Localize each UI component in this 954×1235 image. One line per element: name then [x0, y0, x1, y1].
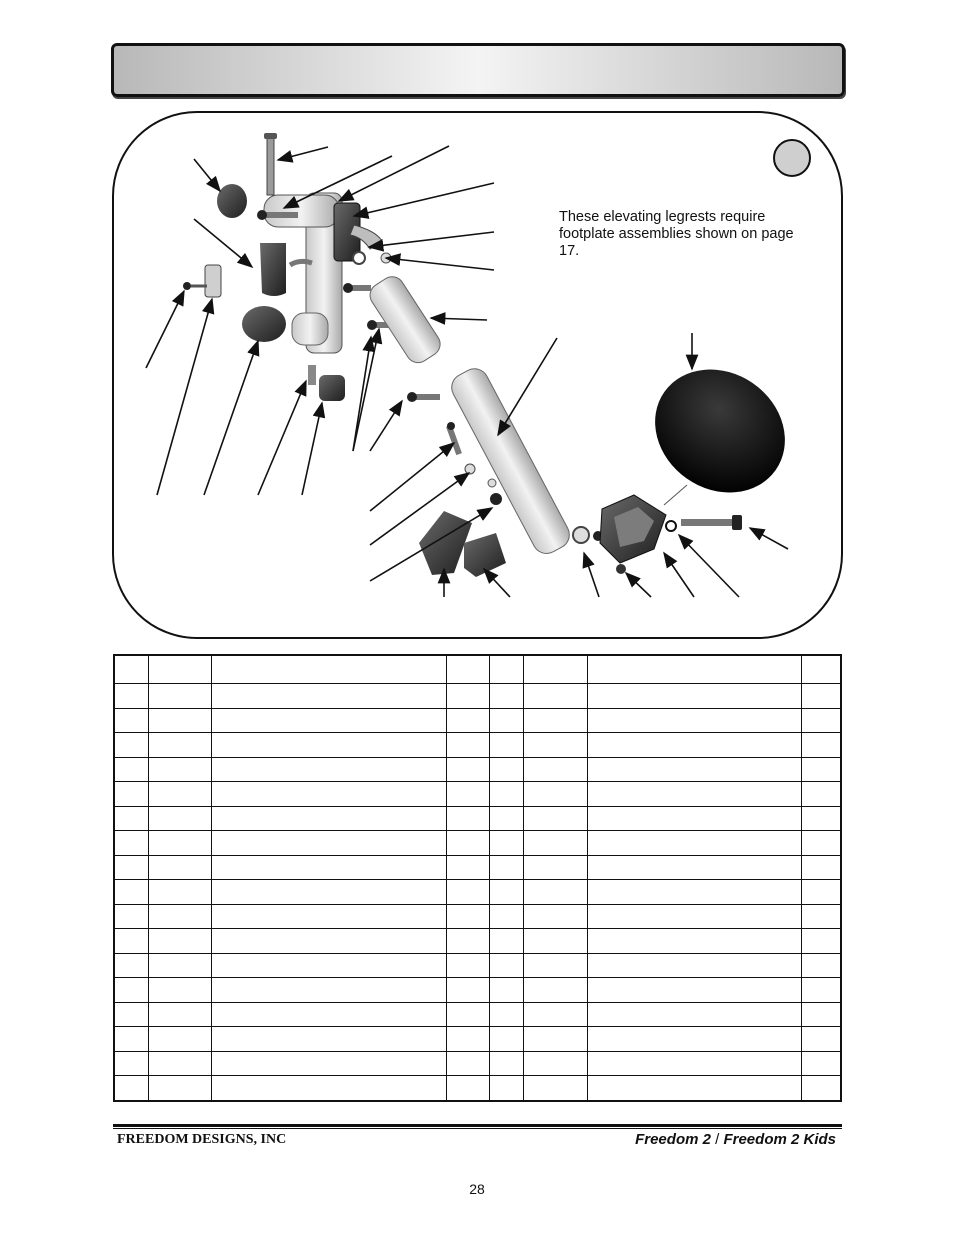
table-cell [114, 978, 148, 1003]
table-cell [446, 708, 489, 733]
table-cell [148, 855, 211, 880]
table-cell [114, 708, 148, 733]
table-cell [801, 904, 841, 929]
table-cell [523, 655, 587, 684]
table-cell [211, 733, 446, 758]
product-name-b: Freedom 2 Kids [723, 1131, 836, 1148]
table-cell [148, 655, 211, 684]
table-cell [801, 1051, 841, 1076]
diagram-badge-circle [774, 140, 810, 176]
table-cell [148, 1076, 211, 1101]
table-row [114, 831, 841, 856]
table-cell [587, 708, 801, 733]
table-cell [523, 1002, 587, 1027]
table-cell [114, 684, 148, 709]
table-cell [148, 1027, 211, 1052]
table-cell [446, 733, 489, 758]
table-cell [523, 708, 587, 733]
parts-list-table [113, 654, 842, 1102]
legrest-note: These elevating legrests require footplate assemblies shown on page 17. [559, 209, 794, 259]
table-cell [114, 1027, 148, 1052]
table-cell [587, 1076, 801, 1101]
table-cell [211, 880, 446, 905]
table-cell [211, 904, 446, 929]
table-cell [523, 684, 587, 709]
table-cell [211, 806, 446, 831]
table-cell [801, 708, 841, 733]
table-cell [587, 782, 801, 807]
table-cell [801, 929, 841, 954]
table-cell [489, 831, 523, 856]
table-cell [489, 655, 523, 684]
table-cell [446, 757, 489, 782]
table-cell [114, 855, 148, 880]
table-cell [446, 806, 489, 831]
table-cell [489, 978, 523, 1003]
section-header-bar [111, 43, 845, 97]
table-cell [114, 733, 148, 758]
table-cell [523, 831, 587, 856]
table-cell [489, 806, 523, 831]
table-cell [114, 757, 148, 782]
table-cell [801, 655, 841, 684]
table-cell [211, 757, 446, 782]
table-cell [587, 1051, 801, 1076]
table-row [114, 782, 841, 807]
page-number: 28 [469, 1181, 485, 1197]
table-cell [446, 1051, 489, 1076]
table-cell [114, 880, 148, 905]
table-cell [523, 953, 587, 978]
table-cell [148, 782, 211, 807]
table-cell [523, 1027, 587, 1052]
table-cell [801, 757, 841, 782]
table-cell [587, 880, 801, 905]
table-cell [446, 953, 489, 978]
table-cell [587, 757, 801, 782]
table-row [114, 733, 841, 758]
table-cell [523, 855, 587, 880]
table-cell [587, 806, 801, 831]
table-cell [801, 1002, 841, 1027]
table-cell [211, 929, 446, 954]
table-cell [446, 831, 489, 856]
table-cell [211, 978, 446, 1003]
table-cell [148, 880, 211, 905]
table-cell [587, 978, 801, 1003]
table-cell [114, 953, 148, 978]
table-row [114, 655, 841, 684]
table-row [114, 880, 841, 905]
table-cell [489, 855, 523, 880]
table-cell [211, 684, 446, 709]
table-cell [587, 831, 801, 856]
table-cell [489, 782, 523, 807]
table-cell [489, 1027, 523, 1052]
footer-rule [113, 1124, 842, 1127]
table-cell [148, 978, 211, 1003]
exploded-parts-diagram [112, 111, 843, 639]
table-cell [148, 757, 211, 782]
table-cell [489, 929, 523, 954]
table-cell [587, 1002, 801, 1027]
table-cell [489, 1076, 523, 1101]
table-cell [211, 1051, 446, 1076]
legrest-exploded-illustration [114, 113, 841, 637]
table-cell [446, 1027, 489, 1052]
table-cell [489, 904, 523, 929]
table-cell [446, 855, 489, 880]
table-cell [211, 1076, 446, 1101]
table-cell [211, 708, 446, 733]
table-row [114, 855, 841, 880]
product-separator: / [710, 1131, 724, 1148]
table-cell [587, 684, 801, 709]
table-cell [446, 684, 489, 709]
table-cell [587, 655, 801, 684]
footer-rule-thin [113, 1128, 842, 1129]
table-cell [148, 684, 211, 709]
table-cell [801, 806, 841, 831]
table-cell [446, 655, 489, 684]
table-cell [489, 684, 523, 709]
table-cell [148, 929, 211, 954]
table-cell [587, 953, 801, 978]
table-cell [148, 806, 211, 831]
table-cell [801, 831, 841, 856]
table-cell [587, 1027, 801, 1052]
table-cell [489, 1002, 523, 1027]
table-cell [211, 655, 446, 684]
table-cell [523, 806, 587, 831]
table-cell [489, 953, 523, 978]
table-cell [114, 806, 148, 831]
table-cell [211, 831, 446, 856]
product-name [635, 1131, 836, 1148]
table-cell [523, 978, 587, 1003]
table-cell [523, 929, 587, 954]
table-cell [114, 831, 148, 856]
table-cell [801, 978, 841, 1003]
table-cell [523, 733, 587, 758]
table-cell [148, 831, 211, 856]
table-cell [114, 929, 148, 954]
table-row [114, 708, 841, 733]
table-cell [801, 733, 841, 758]
table-row [114, 929, 841, 954]
table-cell [446, 904, 489, 929]
table-cell [446, 1002, 489, 1027]
table-cell [114, 782, 148, 807]
table-cell [489, 733, 523, 758]
table-row [114, 1002, 841, 1027]
company-name: FREEDOM DESIGNS, INC [117, 1132, 287, 1147]
table-cell [489, 1051, 523, 1076]
table-row [114, 1051, 841, 1076]
table-cell [148, 904, 211, 929]
table-cell [587, 855, 801, 880]
table-cell [587, 733, 801, 758]
table-cell [148, 953, 211, 978]
table-cell [211, 782, 446, 807]
table-cell [489, 757, 523, 782]
table-cell [801, 782, 841, 807]
table-cell [114, 1051, 148, 1076]
table-cell [801, 953, 841, 978]
table-cell [489, 708, 523, 733]
table-cell [523, 757, 587, 782]
table-cell [801, 1027, 841, 1052]
table-row [114, 904, 841, 929]
table-row [114, 1076, 841, 1101]
table-cell [446, 782, 489, 807]
table-cell [587, 929, 801, 954]
table-cell [523, 1051, 587, 1076]
table-cell [148, 733, 211, 758]
table-cell [114, 1076, 148, 1101]
table-row [114, 953, 841, 978]
table-cell [211, 855, 446, 880]
table-cell [446, 978, 489, 1003]
table-row [114, 1027, 841, 1052]
table-cell [114, 1002, 148, 1027]
table-cell [446, 1076, 489, 1101]
table-cell [523, 782, 587, 807]
parts-table-body [114, 655, 841, 1101]
table-cell [211, 1027, 446, 1052]
table-cell [148, 1051, 211, 1076]
table-row [114, 684, 841, 709]
table-cell [489, 880, 523, 905]
table-cell [523, 1076, 587, 1101]
table-cell [211, 1002, 446, 1027]
table-cell [587, 904, 801, 929]
table-cell [148, 1002, 211, 1027]
table-cell [801, 684, 841, 709]
table-row [114, 757, 841, 782]
table-cell [523, 904, 587, 929]
table-cell [446, 929, 489, 954]
table-cell [114, 655, 148, 684]
table-cell [211, 953, 446, 978]
table-cell [801, 1076, 841, 1101]
table-row [114, 978, 841, 1003]
table-cell [148, 708, 211, 733]
table-cell [446, 880, 489, 905]
table-cell [523, 880, 587, 905]
table-cell [801, 855, 841, 880]
table-row [114, 806, 841, 831]
product-name-a: Freedom 2 [635, 1131, 711, 1148]
table-cell [801, 880, 841, 905]
table-cell [114, 904, 148, 929]
